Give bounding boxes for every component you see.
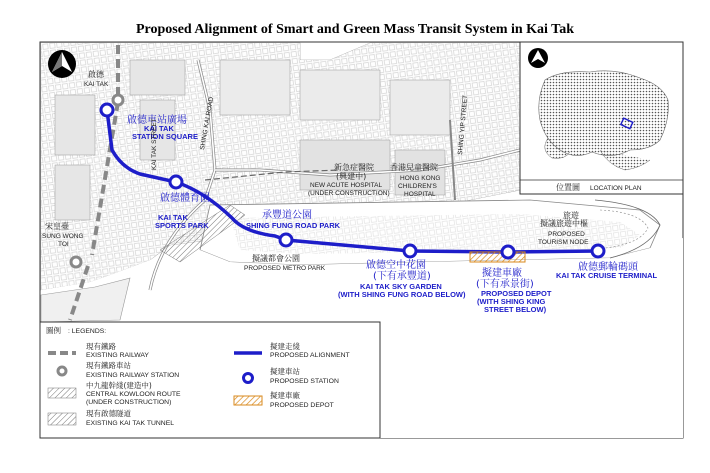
- kai-tak-rail-label-zh: 啟德: [88, 70, 104, 79]
- legend-railway-en: EXISTING RAILWAY: [86, 352, 149, 359]
- cruise-label-en: KAI TAK CRUISE TERMINAL: [556, 271, 658, 280]
- legend-station-swatch: [244, 374, 253, 383]
- sky-garden-label-zh: 啟德空中花園: [366, 260, 426, 271]
- sky-garden-label-en1: KAI TAK SKY GARDEN: [360, 282, 442, 291]
- station-square-label-en2: STATION SQUARE: [132, 132, 198, 141]
- metro-park-label-zh: 擬議都會公園: [252, 254, 300, 263]
- station-square-label-zh: 啟德車站廣場: [127, 115, 187, 126]
- childrens-hospital-label-en1: HONG KONG: [400, 175, 441, 182]
- sky-garden-label-zh2: (下有承豐道): [373, 271, 431, 282]
- kai-tak-rail-station-marker: [113, 95, 123, 105]
- childrens-hospital-label-zh: 香港兒童醫院: [390, 163, 438, 172]
- location-plan-label-en: LOCATION PLAN: [590, 185, 642, 192]
- station-square-label-en1: KAI TAK: [144, 124, 174, 133]
- metro-park-label-en: PROPOSED METRO PARK: [244, 265, 326, 272]
- shing-fung-label-en1: SHING FUNG ROAD PARK: [246, 221, 341, 230]
- station-kai-tak-sports-park: [170, 176, 182, 188]
- hospital-label-zh: 新急症醫院: [334, 163, 374, 172]
- station-proposed-depot: [502, 246, 514, 258]
- legend-depot-en: PROPOSED DEPOT: [270, 402, 334, 409]
- legend-tunnel-swatch: [48, 413, 76, 425]
- tourism-node-label-zh0: 旅遊: [563, 211, 579, 220]
- legend-tunnel-en: EXISTING KAI TAK TUNNEL: [86, 420, 175, 427]
- legend-station-en: PROPOSED STATION: [270, 378, 339, 385]
- station-shing-fung-road-park: [280, 234, 292, 246]
- location-plan-label-zh: 位置圖: [556, 183, 580, 192]
- depot-label-en1: PROPOSED DEPOT: [481, 289, 552, 298]
- legend-tunnel-zh: 現有啟德隧道: [86, 409, 131, 418]
- legend-depot-zh: 擬建車廠: [270, 391, 300, 400]
- kai-tak-rail-label-en: KAI TAK: [84, 81, 109, 88]
- legend-ckr-swatch: [48, 388, 76, 398]
- depot-label-en3: STREET BELOW): [484, 305, 547, 314]
- depot-label-zh2: (下有承景街): [476, 279, 534, 290]
- childrens-hospital-label-en2: CHILDREN'S: [398, 183, 437, 190]
- street-label-shing-yip-street: SHING YIP STREET: [457, 94, 470, 156]
- hospital-label-zh2: (興建中): [336, 172, 367, 181]
- legend-alignment-en: PROPOSED ALIGNMENT: [270, 352, 350, 359]
- childrens-hospital-label-en3: HOSPITAL: [404, 191, 436, 198]
- tourism-node-label-en1: PROPOSED: [548, 231, 585, 238]
- north-arrow-icon: [48, 50, 76, 78]
- depot-label-zh: 擬建車廠: [482, 268, 522, 279]
- depot-label-en2: (WITH SHING KING: [477, 297, 546, 306]
- map-title: Proposed Alignment of Smart and Green Mass Transit System in Kai Tak: [135, 22, 575, 37]
- legend-ckr-en: CENTRAL KOWLOON ROUTE: [86, 391, 181, 398]
- legend-ckr-zh: 中九龍幹綫(建造中): [86, 381, 152, 390]
- legend-depot-swatch: [234, 396, 262, 405]
- hospital-label-en1: NEW ACUTE HOSPITAL: [310, 182, 383, 189]
- sung-wong-toi-label-zh: 宋皇臺: [45, 222, 69, 231]
- sports-park-label-en2: SPORTS PARK: [155, 221, 209, 230]
- street-label-shing-kai-road: SHING KAI ROAD: [199, 96, 216, 151]
- inset-north-arrow-icon: [528, 48, 548, 68]
- sports-park-label-zh: 啟德體育園: [160, 193, 210, 204]
- tourism-node-label-zh: 擬議旅遊中樞: [540, 219, 588, 228]
- sports-park-label-en1: KAI TAK: [158, 213, 188, 222]
- sung-wong-toi-label-en2: TOI: [58, 241, 69, 248]
- street-label-kai-tak-street: KAI TAK STREET: [151, 118, 158, 170]
- station-kai-tak-sky-garden: [404, 245, 416, 257]
- legend-heading-zh: 圖例: [46, 326, 61, 335]
- station-kai-tak-station-square: [101, 104, 113, 116]
- station-kai-tak-cruise-terminal: [592, 245, 604, 257]
- proposed-depot-area: [470, 252, 525, 262]
- legend-railway-zh: 現有鐵路: [86, 342, 116, 351]
- legend: [40, 322, 380, 438]
- legend-rail-station-zh: 現有鐵路車站: [86, 361, 131, 370]
- sung-wong-toi-rail-station-marker: [71, 257, 81, 267]
- sung-wong-toi-label-en1: SUNG WONG: [42, 233, 84, 240]
- cruise-label-zh: 啟德郵輪碼頭: [578, 262, 638, 273]
- legend-ckr-en2: (UNDER CONSTRUCTION): [86, 399, 172, 406]
- legend-rail-station-swatch: [58, 367, 66, 375]
- sky-garden-label-en2: (WITH SHING FUNG ROAD BELOW): [338, 290, 466, 299]
- hospital-label-en2: (UNDER CONSTRUCTION): [308, 190, 390, 197]
- legend-heading-en: : LEGENDS:: [68, 328, 107, 335]
- location-plan-inset: [520, 42, 683, 194]
- legend-rail-station-en: EXISTING RAILWAY STATION: [86, 372, 180, 379]
- legend-station-zh: 擬建車站: [270, 367, 300, 376]
- legend-alignment-zh: 擬建走綫: [270, 342, 300, 351]
- shing-fung-label-zh: 承豐道公園: [262, 210, 312, 221]
- tourism-node-label-en2: TOURISM NODE: [538, 239, 589, 246]
